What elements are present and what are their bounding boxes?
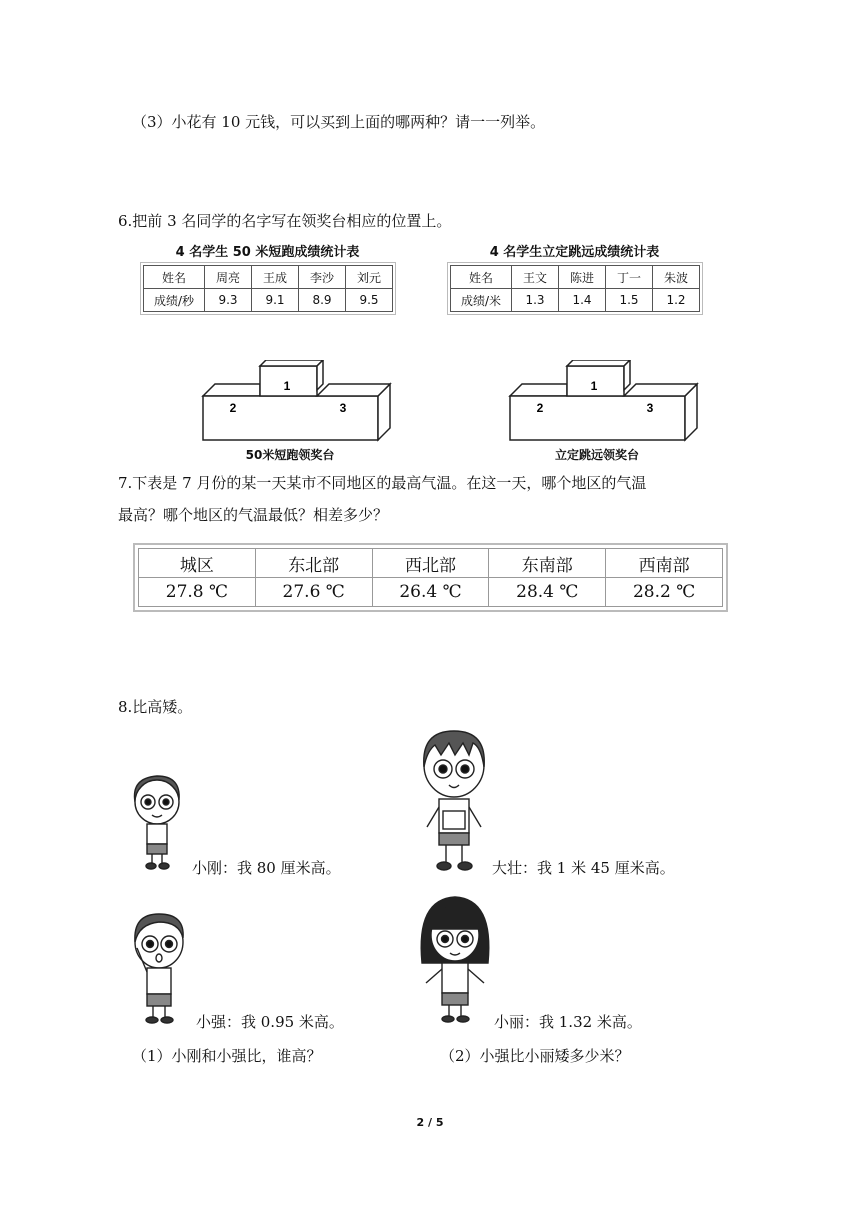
podium-jump	[502, 360, 702, 442]
xiaoli-text: 小丽：我 1.32 米高。	[494, 1013, 642, 1031]
table-cell: 李沙	[299, 266, 346, 289]
page-number: 2 / 5	[416, 1116, 444, 1129]
table-row	[451, 289, 700, 312]
table-cell: 9.3	[205, 289, 252, 312]
podium-run-label: 50米短跑领奖台	[245, 448, 335, 462]
table-cell: 王文	[512, 266, 559, 289]
boy-xiaoqiang-figure	[127, 908, 191, 1026]
table-row	[144, 289, 393, 312]
table-cell: 27.8 ℃	[139, 578, 256, 607]
table-cell: 1.4	[559, 289, 606, 312]
table-cell: 1.5	[606, 289, 653, 312]
table-cell: 26.4 ℃	[372, 578, 489, 607]
podium-run	[195, 360, 395, 442]
podium-first: 1	[590, 379, 598, 393]
run-table-caption: 4 名学生 50 米短跑成绩统计表	[175, 245, 360, 260]
podium-third: 3	[646, 401, 654, 415]
table-cell: 东南部	[489, 549, 606, 578]
table-cell: 周亮	[205, 266, 252, 289]
question-7-line1: 7.下表是 7 月份的某一天某市不同地区的最高气温。在这一天，哪个地区的气温	[118, 474, 647, 492]
question-6-title: 6.把前 3 名同学的名字写在领奖台相应的位置上。	[118, 212, 452, 230]
table-cell: 朱波	[653, 266, 700, 289]
xiaogang-text: 小刚：我 80 厘米高。	[192, 859, 341, 877]
question-7-line2: 最高？哪个地区的气温最低？相差多少？	[118, 506, 389, 524]
table-row	[139, 578, 723, 607]
table-cell: 9.5	[346, 289, 393, 312]
table-cell: 姓名	[451, 266, 512, 289]
xiaoqiang-text: 小强：我 0.95 米高。	[196, 1013, 344, 1031]
table-cell: 1.3	[512, 289, 559, 312]
table-cell: 27.6 ℃	[255, 578, 372, 607]
table-cell: 8.9	[299, 289, 346, 312]
table-cell: 陈进	[559, 266, 606, 289]
question-8-2: （2）小强比小丽矮多少米？	[440, 1047, 630, 1065]
table-cell: 成绩/米	[451, 289, 512, 312]
podium-second: 2	[536, 401, 544, 415]
table-cell: 王成	[252, 266, 299, 289]
table-cell: 28.2 ℃	[606, 578, 723, 607]
table-cell: 成绩/秒	[144, 289, 205, 312]
podium-first: 1	[283, 379, 291, 393]
table-cell: 东北部	[255, 549, 372, 578]
table-cell: 西北部	[372, 549, 489, 578]
jump-table-caption: 4 名学生立定跳远成绩统计表	[489, 245, 660, 260]
podium-jump-label: 立定跳远领奖台	[554, 448, 639, 462]
podium-second: 2	[229, 401, 237, 415]
jump-table	[447, 262, 703, 315]
table-cell: 1.2	[653, 289, 700, 312]
podium-third: 3	[339, 401, 347, 415]
table-cell: 姓名	[144, 266, 205, 289]
table-row	[451, 266, 700, 289]
table-cell: 28.4 ℃	[489, 578, 606, 607]
boy-dazhuang-figure	[413, 727, 495, 877]
table-cell: 9.1	[252, 289, 299, 312]
table-cell: 刘元	[346, 266, 393, 289]
table-cell: 丁一	[606, 266, 653, 289]
question-8-title: 8.比高矮。	[118, 698, 193, 716]
dazhuang-text: 大壮：我 1 米 45 厘米高。	[492, 859, 675, 877]
table-row	[139, 549, 723, 578]
table-cell: 西南部	[606, 549, 723, 578]
question-8-1: （1）小刚和小强比，谁高？	[132, 1047, 322, 1065]
question-5-3: （3）小花有 10 元钱，可以买到上面的哪两种？请一一列举。	[132, 113, 546, 131]
girl-xiaoli-figure	[412, 893, 498, 1025]
run-table	[140, 262, 396, 315]
table-cell: 城区	[139, 549, 256, 578]
table-row	[144, 266, 393, 289]
boy-xiaogang-figure	[127, 772, 189, 872]
temperature-table	[133, 543, 728, 612]
